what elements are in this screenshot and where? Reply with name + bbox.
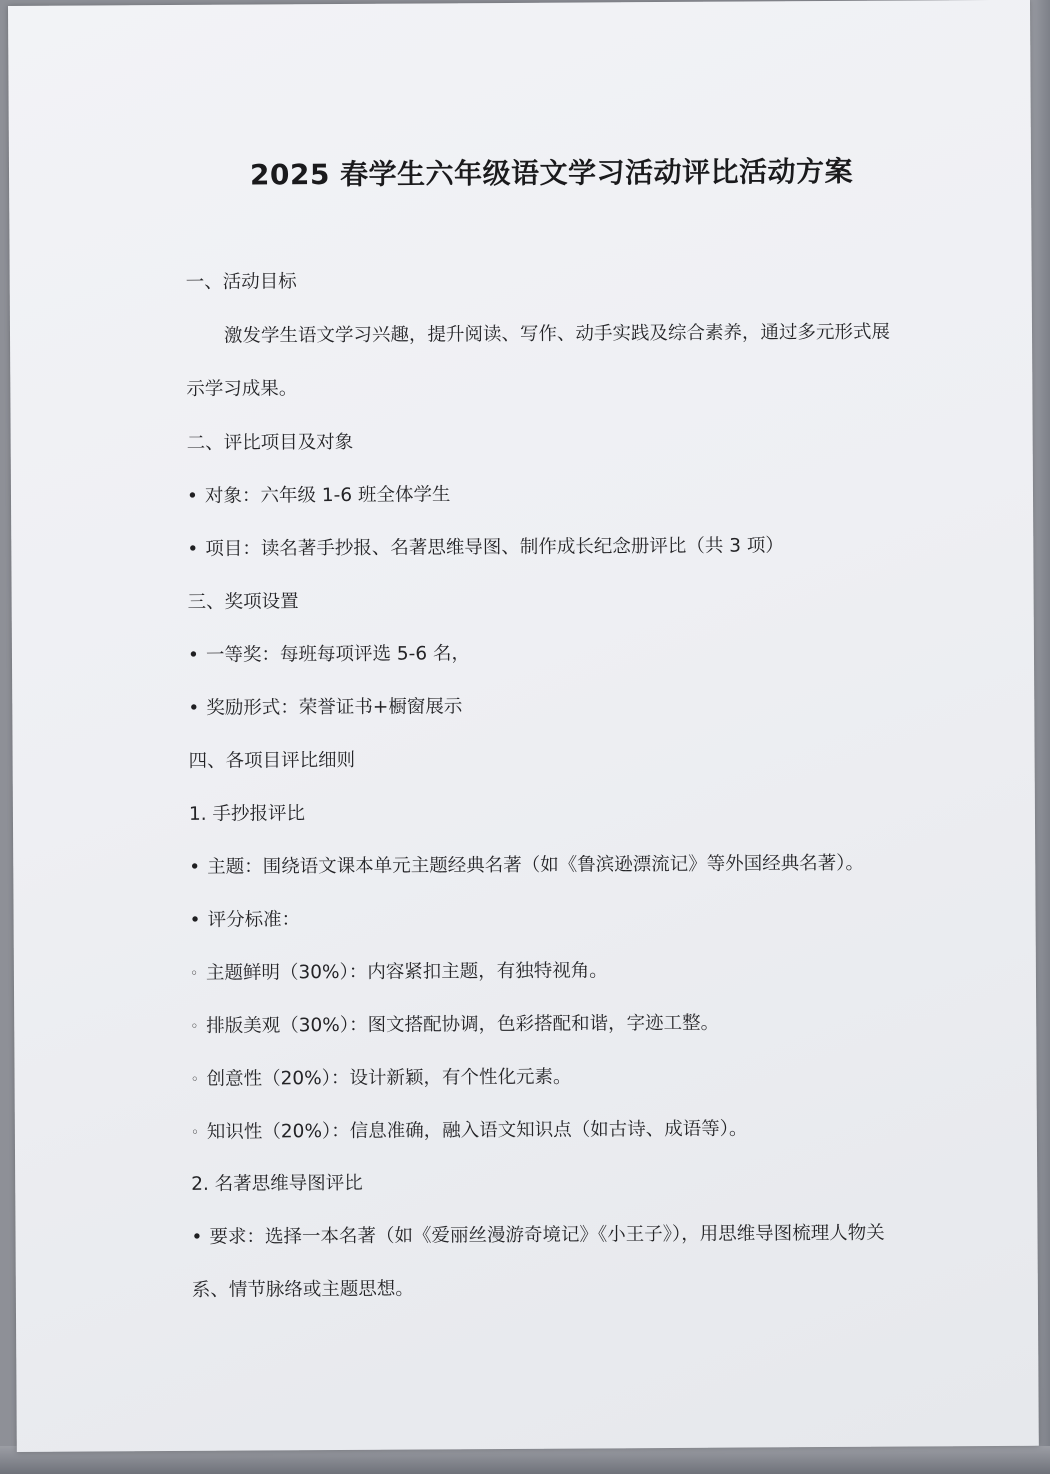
line-text: 排版美观（30%）：图文搭配协调，色彩搭配和谐，字迹工整。 (206, 1012, 720, 1037)
line-text: 知识性（20%）：信息准确，融入语文知识点（如古诗、成语等）。 (206, 1118, 748, 1143)
line-text: 三、奖项设置 (187, 591, 299, 613)
sub-bullet-icon: ◦ (190, 1018, 199, 1035)
sub-bullet-icon: ◦ (189, 965, 199, 982)
line-text: 一、活动目标 (185, 271, 297, 293)
bullet-item (189, 852, 864, 880)
line-text: 对象：六年级 1-6 班全体学生 (204, 484, 451, 507)
paragraph-line (186, 377, 297, 402)
document-title: 2025 春学生六年级语文学习活动评比活动方案 (249, 154, 854, 192)
subsection-heading-mindmap (191, 1172, 363, 1197)
bullet-icon: • (189, 856, 201, 878)
sub-bullet-icon: ◦ (190, 1071, 199, 1088)
line-text: 四、各项目评比细则 (188, 749, 356, 772)
paragraph-line (224, 321, 890, 349)
bullet-icon: • (186, 485, 198, 507)
bullet-item (188, 695, 462, 721)
line-text: 2. 名著思维导图评比 (191, 1172, 363, 1195)
bullet-item (187, 483, 451, 509)
line-text: 二、评比项目及对象 (186, 431, 354, 454)
section-heading-goals (186, 270, 297, 295)
line-text: 奖励形式：荣誉证书+橱窗展示 (206, 696, 463, 719)
line-text: 系、情节脉络或主题思想。 (191, 1278, 414, 1301)
line-text: 示学习成果。 (186, 378, 298, 400)
bullet-icon: • (189, 909, 201, 931)
line-text: 要求：选择一本名著（如《爱丽丝漫游奇境记》《小王子》），用思维导图梳理人物关 (209, 1222, 885, 1248)
section-heading-rules (189, 749, 356, 774)
line-text: 项目：读名著手抄报、名著思维导图、制作成长纪念册评比（共 3 项） (205, 535, 784, 560)
paper-sheet (8, 0, 1039, 1452)
bullet-icon: • (187, 644, 199, 666)
bullet-item (191, 1222, 884, 1250)
line-text: 1. 手抄报评比 (188, 803, 306, 825)
sub-bullet-item (190, 1012, 719, 1039)
bullet-item (190, 908, 301, 933)
sub-bullet-item (190, 1066, 571, 1092)
bullet-item (187, 534, 784, 562)
line-text: 一等奖：每班每项评选 5-6 名， (205, 643, 471, 666)
line-text: 激发学生语文学习兴趣，提升阅读、写作、动手实践及综合素养，通过多元形式展 (223, 321, 891, 347)
line-text: 主题鲜明（30%）：内容紧扣主题，有独特视角。 (205, 960, 608, 984)
line-text: 评分标准： (207, 909, 301, 931)
line-text: 主题：围绕语文课本单元主题经典名著（如《鲁滨逊漂流记》等外国经典名著）。 (207, 852, 865, 878)
subsection-heading-poster (189, 802, 305, 827)
line-text: 创意性（20%）：设计新颖，有个性化元素。 (206, 1066, 572, 1090)
sub-bullet-item (190, 959, 608, 986)
bullet-icon: • (187, 538, 199, 560)
sub-bullet-item (191, 1118, 748, 1145)
bullet-icon: • (191, 1226, 203, 1248)
sub-bullet-icon: ◦ (190, 1124, 200, 1141)
paragraph-line (192, 1278, 414, 1303)
bullet-icon: • (188, 697, 200, 719)
section-heading-awards (188, 590, 299, 615)
bullet-item (188, 642, 470, 668)
section-heading-items (187, 431, 354, 456)
